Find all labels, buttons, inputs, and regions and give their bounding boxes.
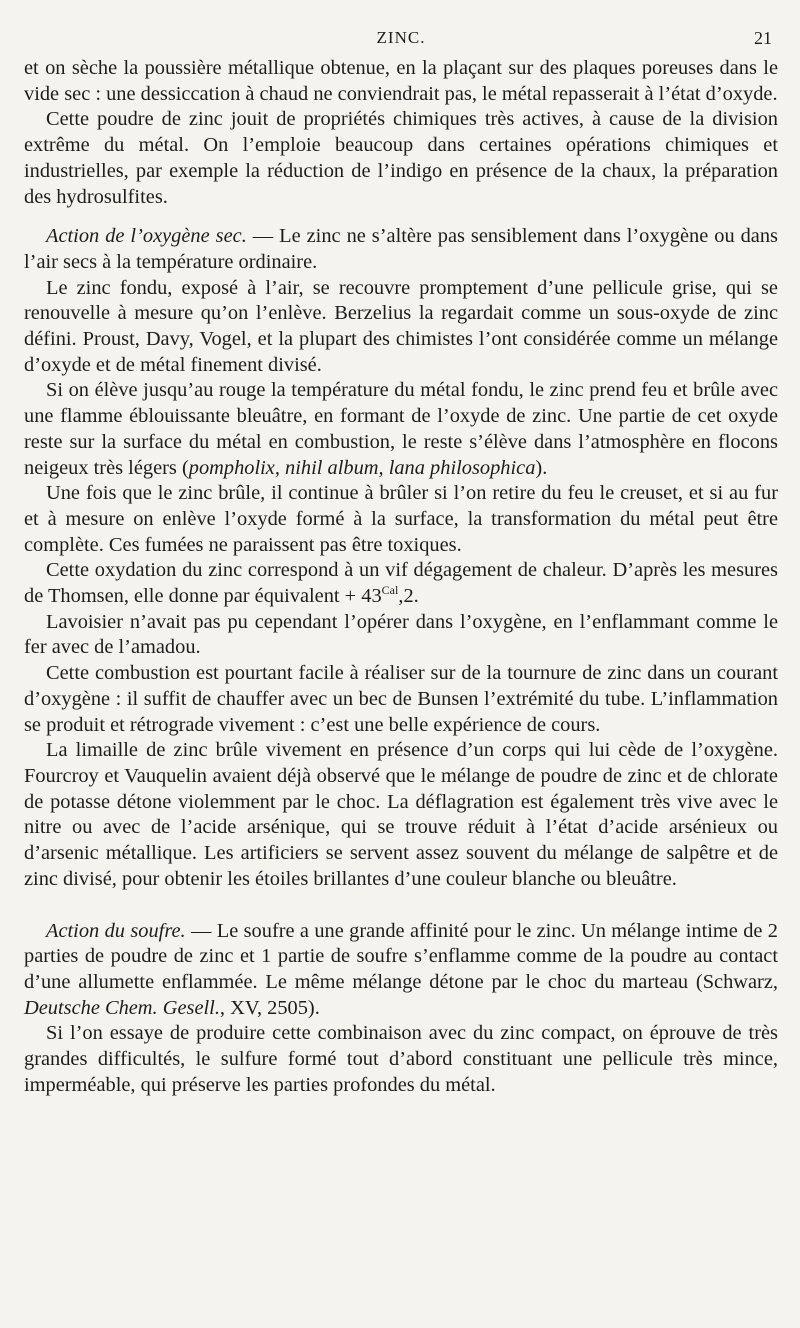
paragraph-text: Cette oxydation du zinc correspond à un vif dégagement de chaleur. D’après les mesures de Thomsen, elle donne par équivalent + 43 <box>24 559 778 608</box>
section-text: — Le zinc ne s’altère pas sensiblement dans l’oxygène ou dans l’air secs à la température ordinaire. <box>24 225 778 273</box>
paragraph <box>24 558 778 609</box>
latin-terms: pompholix, nihil album, lana philosophica <box>188 456 536 479</box>
paragraph: Cette combustion est pourtant facile à réaliser sur de la tournure de zinc dans un courant d’oxygène : il suffit de chauffer avec un bec de Bunsen l’extrémité du tube. L’inflammation se produit et rétrograde vivement : c’est une belle expérience de cours. <box>24 662 778 736</box>
paragraph: Cette poudre de zinc jouit de propriétés chimiques très actives, à cause de la division extrême du métal. On l’emploie beaucoup dans certaines opérations chimiques et industrielles, par exemple la réduction de l’indigo en présence de la chaux, la préparation des hydrosulfites. <box>24 108 778 208</box>
running-head: ZINC. <box>376 28 426 47</box>
paragraph <box>24 378 778 481</box>
paragraph: La limaille de zinc brûle vivement en présence d’un corps qui lui cède de l’oxygène. Fourcroy et Vauquelin avaient déjà observé que le mélange de poudre de zinc et de chlorate de potasse détone violemment par le choc. La déflagration est également très vive avec le nitre ou avec de l’acide arsénique, qui se trouve réduit à l’état d’acide arsénieux ou d’arsenic métallique. Les artificiers se servent assez souvent du mélange de salpêtre et de zinc divisé, pour obtenir les étoiles brillantes d’une couleur blanche ou bleuâtre. <box>24 739 778 890</box>
paragraph-text: ). <box>535 456 548 479</box>
section-text: , XV, 2505). <box>219 996 320 1019</box>
page-number: 21 <box>754 28 772 48</box>
paragraph: Le zinc fondu, exposé à l’air, se recouvre promptement d’une pellicule grise, qui se renouvelle à mesure qu’on l’enlève. Berzelius la regardait comme un sous-oxyde de zinc défini. Proust, Davy, Vogel, et la plupart des chimistes l’ont considérée comme un mélange d’oxyde et de métal finement divisé. <box>24 276 778 376</box>
section-title: Action de l’oxygène sec. <box>46 225 247 248</box>
paragraph-continued: et on sèche la poussière métallique obtenue, en la plaçant sur des plaques poreuses dans le vide sec : une dessiccation à chaud ne conviendrait pas, le métal repasserait à l’état d’oxyde. <box>24 57 778 105</box>
section-text: — Le soufre a une grande affinité pour le zinc. Un mélange intime de 2 parties de poudre de zinc et 1 partie de soufre s’enflamme comme de la poudre au contact d’une allumette enflammée. Le même mélange détone par le choc du marteau (Schwarz, <box>24 919 778 993</box>
section-sulfur <box>24 919 778 1022</box>
section-oxygen <box>24 224 778 275</box>
journal-citation: Deutsche Chem. Gesell. <box>24 996 220 1019</box>
paragraph: Lavoisier n’avait pas pu cependant l’opérer dans l’oxygène, en l’enflammant comme le fer avec de l’amadou. <box>24 610 778 659</box>
paragraph: Une fois que le zinc brûle, il continue à brûler si l’on retire du feu le creuset, et si au fur et à mesure on enlève l’oxyde formé à la surface, la transformation du métal peut être complète. Ces fumées ne paraissent pas être toxiques. <box>24 482 778 556</box>
section-title: Action du soufre. <box>46 919 186 942</box>
body-text <box>24 56 778 1098</box>
paragraph-text: Si on élève jusqu’au rouge la température du métal fondu, le zinc prend feu et brûle avec une flamme éblouissante bleuâtre, en formant de l’oxyde de zinc. Une partie de cet oxyde reste sur la surface du métal en combustion, le reste s’élève dans l’atmosphère en flocons neigeux très légers ( <box>24 379 778 479</box>
unit-superscript: Cal <box>381 583 399 598</box>
paragraph-text: ,2. <box>398 585 419 608</box>
paragraph: Si l’on essaye de produire cette combinaison avec du zinc compact, on éprouve de très grandes difficultés, le sulfure formé tout d’abord constituant une pellicule très mince, imperméable, qui préserve les parties profondes du métal. <box>24 1022 778 1096</box>
page-header <box>24 28 778 56</box>
